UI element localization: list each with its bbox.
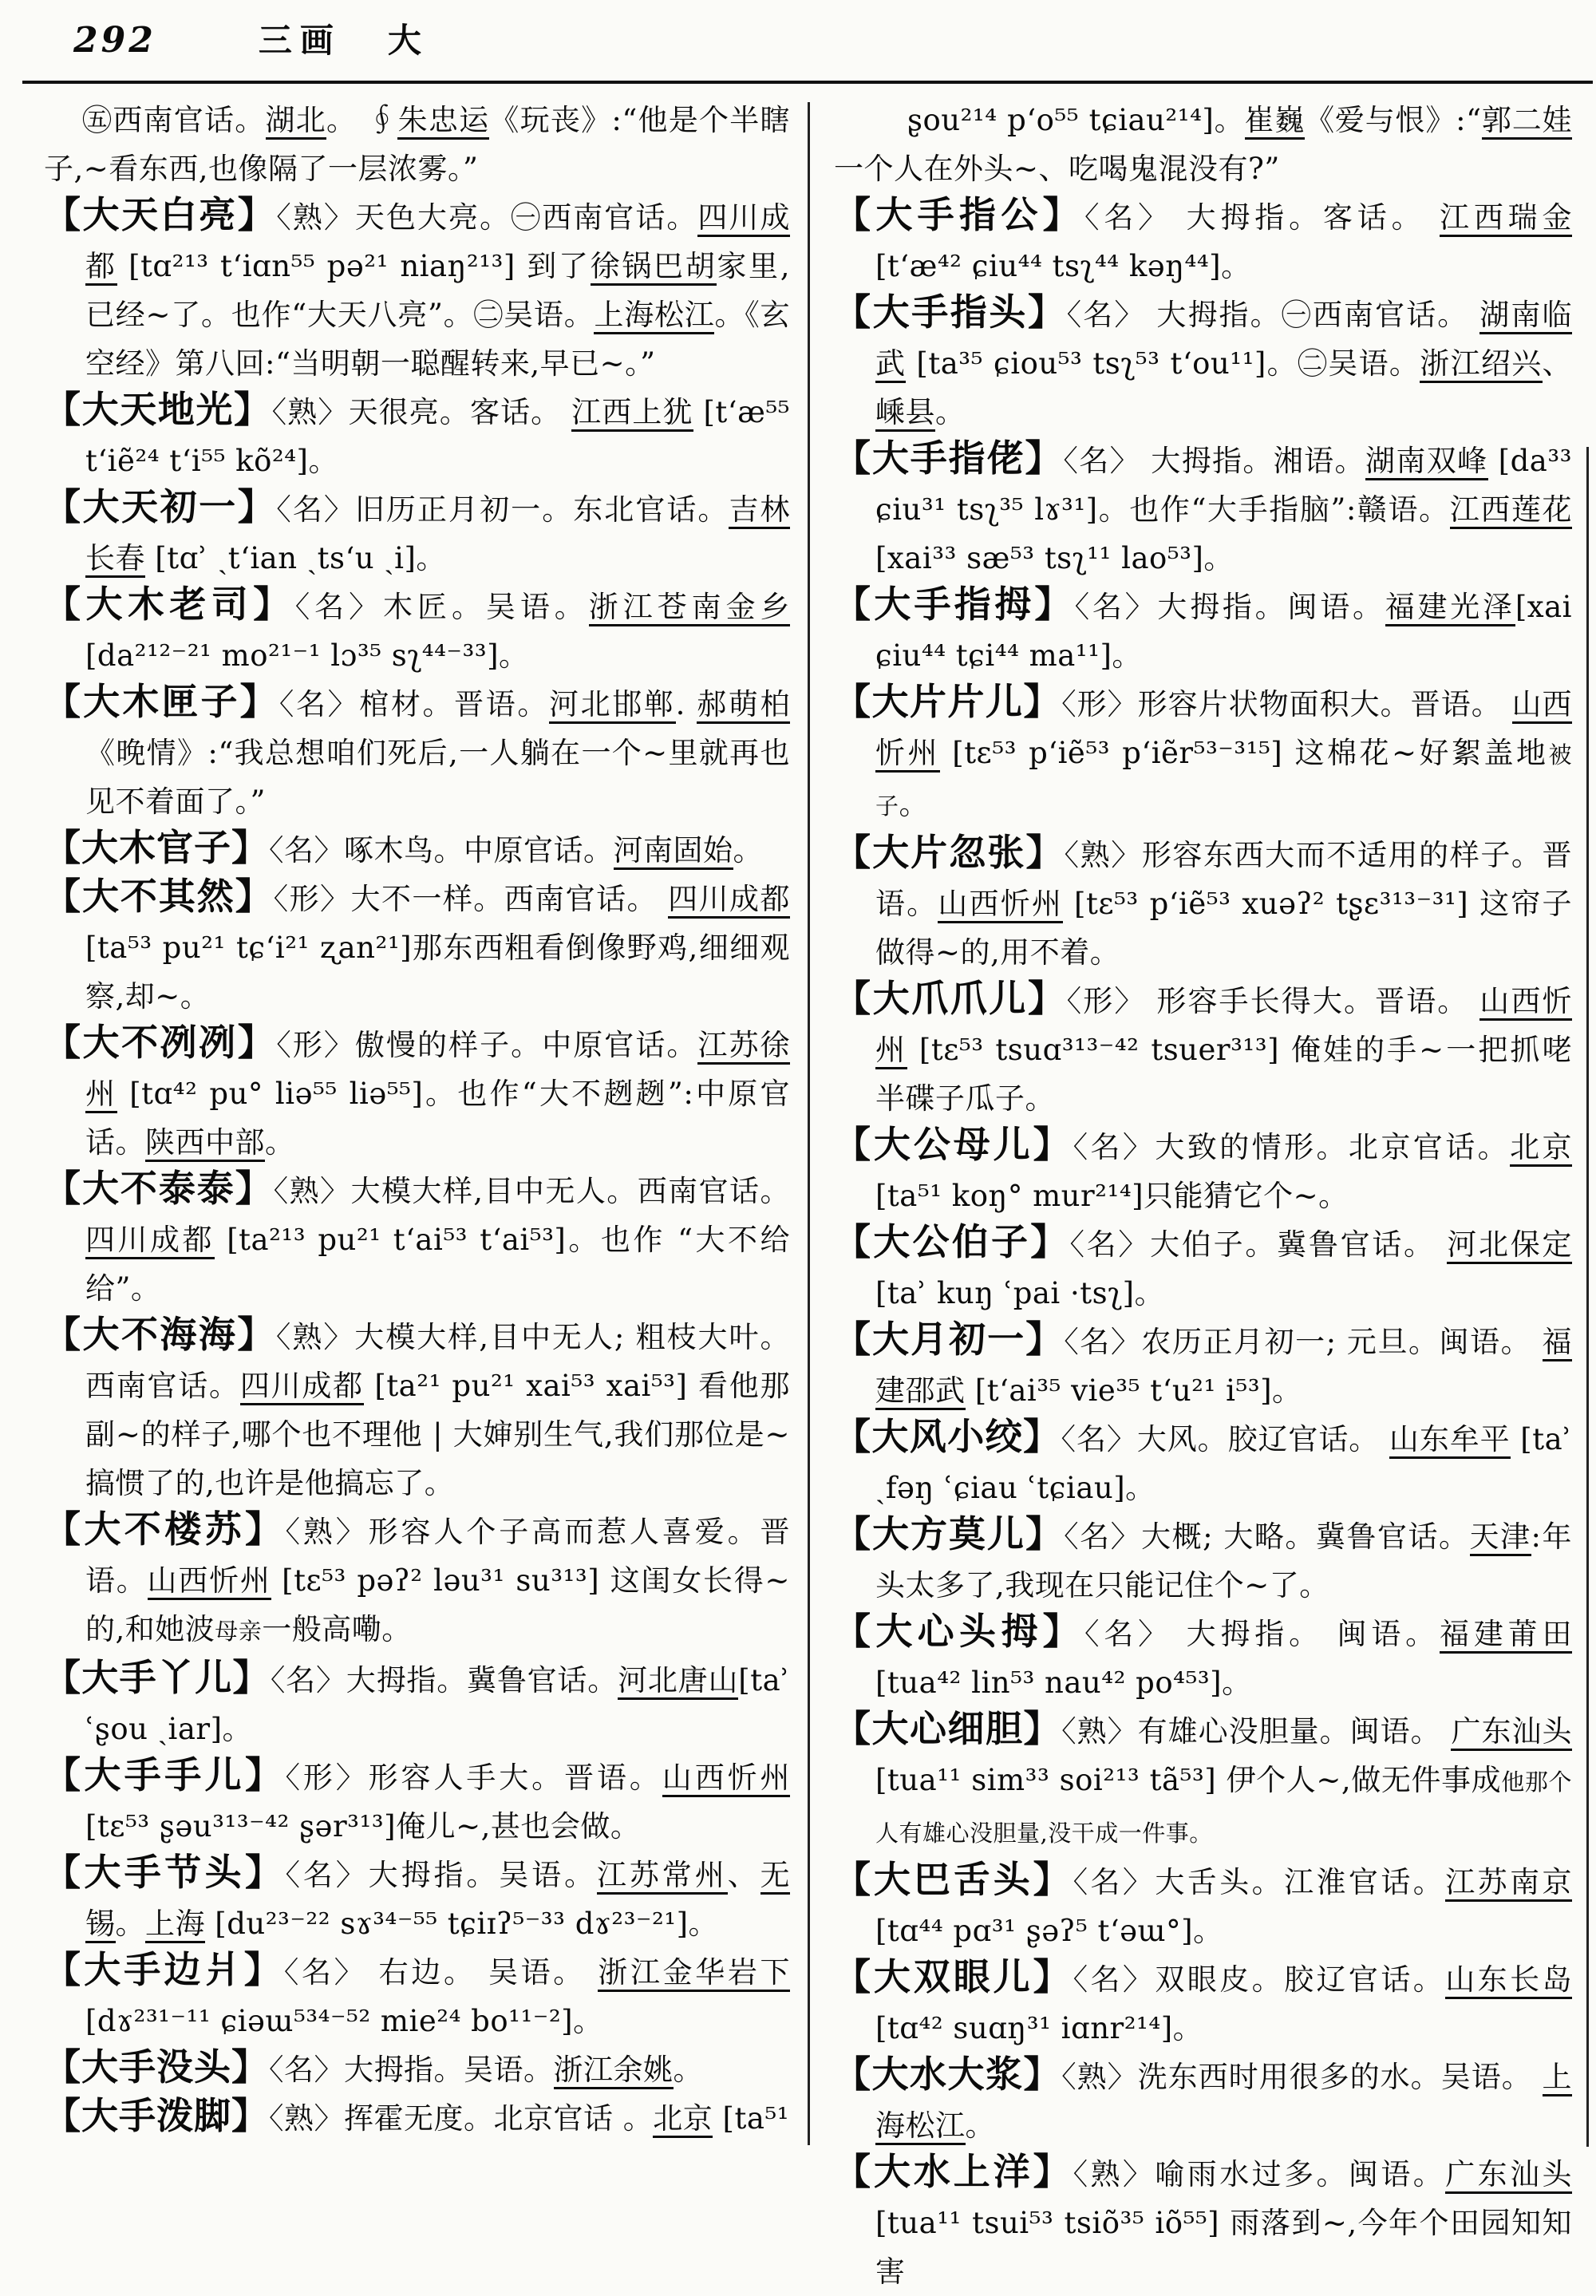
entry-text: ㊄西南官话。 — [82, 103, 266, 137]
place-or-person-name: 河北唐山 — [618, 1663, 738, 1700]
dictionary-entry — [834, 1707, 1572, 1858]
place-or-person-name: 江苏常州 — [597, 1858, 728, 1895]
dictionary-entry — [44, 1656, 790, 1753]
entry-headword: 【大天地光】 — [44, 388, 272, 431]
dictionary-entry — [44, 2094, 790, 2143]
entry-text: [tɑ⁴² suɑŋ³¹ iɑnr²¹⁴]。 — [875, 2011, 1203, 2045]
place-or-person-name: 湖南双峰 — [1365, 444, 1488, 480]
entry-text: 家里,已经~了。也作“大天八亮”。㊁吴语。 — [85, 249, 791, 332]
entry-text: 、 — [727, 1858, 760, 1892]
header-rule — [22, 81, 1593, 84]
entry-text: [ta²¹³ pu²¹ tʻai⁵³ tʻai⁵³]。也作 “大不给给”。 — [85, 1223, 790, 1306]
entry-headword: 【大木老司】 — [44, 583, 295, 626]
entry-text: [tɑ⁴⁴ pɑ³¹ ʂəʔ⁵ tʻəɯ°]。 — [875, 1914, 1223, 1948]
column-divider — [808, 102, 810, 2145]
dictionary-entry — [834, 1318, 1572, 1415]
entry-headword: 【大巴舌头】 — [834, 1858, 1073, 1901]
dictionary-entry — [834, 1220, 1572, 1318]
place-or-person-name: 四川成都 — [85, 200, 790, 286]
entry-text: 〈名〉啄木鸟。中原官话。 — [269, 833, 614, 867]
place-or-person-name: 广东汕头 — [1451, 1714, 1572, 1751]
page-number: 292 — [73, 20, 156, 61]
entry-text: 〈名〉大风。胶辽官话。 — [1061, 1422, 1389, 1456]
entry-headword: 【大手泼脚】 — [44, 2094, 269, 2137]
entry-text: 〈熟〉形容东西大而不适用的样子。晋语。 — [875, 838, 1573, 921]
place-or-person-name: 朱忠运 — [397, 103, 490, 140]
dictionary-entry — [44, 826, 790, 875]
entry-text: [du²³⁻²² sɤ³⁴⁻⁵⁵ tɕiɪʔ⁵⁻³³ dɤ²³⁻²¹]。 — [205, 1907, 719, 1941]
entry-text: 〈形〉傲慢的样子。中原官话。 — [276, 1028, 698, 1062]
dictionary-entry — [834, 1955, 1572, 2053]
place-or-person-name: 山西忻州 — [662, 1761, 790, 1797]
place-or-person-name: 郝萌柏 — [697, 687, 790, 724]
place-or-person-name: 河北保定 — [1447, 1227, 1572, 1264]
place-or-person-name: 山西忻州 — [875, 984, 1572, 1069]
page-header — [73, 14, 421, 62]
place-or-person-name: 郭二娃 — [1482, 103, 1572, 140]
entry-text: 《玩丧》:“他是个半瞎子,~看东西,也像隔了一层浓雾。” — [44, 103, 791, 186]
dictionary-entry — [834, 977, 1572, 1123]
place-or-person-name: 四川成都 — [85, 1223, 215, 1259]
entry-text: 。 — [965, 2108, 995, 2143]
entry-headword: 【大方莫儿】 — [834, 1512, 1065, 1555]
entry-text: 〈名〉 大拇指。客话。 — [1084, 200, 1440, 235]
entry-text: 。 — [673, 2053, 703, 2087]
place-or-person-name: 山西忻州 — [148, 1563, 271, 1600]
dictionary-entry — [834, 193, 1572, 290]
place-or-person-name: 湖北 — [266, 103, 327, 140]
place-or-person-name: 广东汕头 — [1445, 2157, 1572, 2194]
section-title: 三画 — [258, 21, 342, 60]
place-or-person-name: 崔巍 — [1245, 103, 1306, 140]
place-or-person-name: 嵊县 — [875, 395, 935, 432]
entry-text: 。 — [265, 1125, 295, 1160]
place-or-person-name: 江西莲花 — [1450, 492, 1572, 529]
entry-headword: 【大不其然】 — [44, 875, 274, 918]
entry-headword: 【大风小绞】 — [834, 1415, 1061, 1458]
entry-text: [tɛ⁵³ ʂəu³¹³⁻⁴² ʂər³¹³]俺儿~,甚也会做。 — [85, 1809, 641, 1844]
place-or-person-name: 徐锅巴胡 — [591, 249, 717, 286]
entry-text: 。 — [899, 787, 930, 821]
entry-text: [tɑʾ ˎtʻian ˎtsʻu ˎi]。 — [145, 541, 446, 575]
entry-text: [tɛ⁵³ pʻiẽ⁵³ xuəʔ² tʂɛ³¹³⁻³¹] 这帘子做得~的,用不着。 — [875, 887, 1573, 970]
entry-text: 〈名〉大伯子。冀鲁官话。 — [1069, 1227, 1448, 1262]
place-or-person-name: 福建莆田 — [1440, 1617, 1572, 1654]
dictionary-entry — [834, 2053, 1572, 2150]
dictionary-entry — [44, 1313, 790, 1508]
entry-headword: 【大爪爪儿】 — [834, 977, 1067, 1020]
entry-text: [tɛ⁵³ pʻiẽ⁵³ pʻiẽr⁵³⁻³¹⁵] 这棉花~好絮盖地 — [940, 736, 1549, 770]
entry-text: [tɛ⁵³ tsuɑ³¹³⁻⁴² tsuer³¹³] 俺娃的手~一把抓咾半碟子瓜子。 — [875, 1033, 1573, 1116]
entry-text: 〈熟〉形容人个子高而惹人喜爱。晋语。 — [85, 1515, 791, 1598]
gloss-small-text: 母亲 — [215, 1618, 263, 1645]
entry-text: 〈名〉大概; 大略。冀鲁官话。 — [1064, 1519, 1470, 1554]
dictionary-entry — [44, 1753, 790, 1851]
entry-text: 〈熟〉大模大样,目中无人; 粗枝大叶。西南官话。 — [85, 1320, 790, 1403]
dictionary-entry — [44, 583, 790, 680]
dictionary-entry — [44, 1851, 790, 1948]
place-or-person-name: 江西瑞金 — [1440, 200, 1572, 237]
entry-text: 〈形〉 形容手长得大。晋语。 — [1066, 984, 1480, 1018]
entry-text: 〈熟〉天色大亮。㊀西南官话。 — [276, 200, 698, 235]
entry-text: 〈名〉木匠。吴语。 — [294, 590, 589, 624]
dictionary-entry — [44, 485, 790, 583]
entry-text: 〈名〉大拇指。闽语。 — [1074, 590, 1385, 624]
entry-headword: 【大手指佬】 — [834, 437, 1064, 480]
entry-text: :年头太多了,我现在只能记住个~了。 — [875, 1519, 1573, 1602]
entry-text: [ta³⁵ ɕiou⁵³ tsʅ⁵³ tʻou¹¹]。㊁吴语。 — [906, 346, 1420, 381]
entry-text: 〈名〉大舌头。江淮官话。 — [1073, 1865, 1446, 1899]
entry-text: 〈形〉形容人手大。晋语。 — [285, 1761, 662, 1795]
entry-text: [tʻæ⁵⁵ tʻiẽ²⁴ tʻi⁵⁵ kõ²⁴]。 — [85, 395, 791, 478]
place-or-person-name: 天津 — [1470, 1519, 1531, 1556]
entry-text: [tʻai³⁵ vie³⁵ tʻu²¹ i⁵³]。 — [965, 1373, 1302, 1408]
entry-text: [ta⁵¹ koŋ° mur²¹⁴]只能猜它个~。 — [875, 1179, 1349, 1213]
dictionary-entry — [44, 388, 790, 485]
entry-text: 《晚情》:“我总想咱们死后,一人躺在一个~里就再也见不着面了。” — [85, 736, 790, 819]
place-or-person-name: 江西上犹 — [571, 395, 693, 432]
entry-text: [taʾ ˎfəŋ ʿɕiau ʿtɕiau]。 — [875, 1422, 1573, 1505]
dictionary-entry — [44, 2045, 790, 2094]
entry-headword: 【大手指公】 — [834, 193, 1084, 236]
entry-text: ʂou²¹⁴ pʻo⁵⁵ tɕiau²¹⁴]。 — [907, 103, 1245, 137]
entry-headword: 【大木匣子】 — [44, 680, 279, 723]
entry-headword: 【大片片儿】 — [834, 680, 1062, 723]
entry-text: 。 — [733, 833, 763, 867]
place-or-person-name: 浙江绍兴 — [1420, 346, 1542, 383]
entry-continuation — [44, 96, 790, 193]
entry-text: [ta²¹ pu²¹ xai⁵³ xai⁵³] 看他那副~的样子,哪个也不理他 | 大婶别生气,我们那位是~搞惯了的,也许是他搞忘了。 — [85, 1369, 790, 1500]
entry-text: 〈名〉 大拇指。㊀西南官话。 — [1066, 298, 1480, 332]
place-or-person-name: 河北邯郸 — [549, 687, 676, 724]
entry-headword: 【大手指拇】 — [834, 583, 1075, 626]
entry-text: 一般高嘞。 — [262, 1612, 412, 1646]
entry-headword: 【大双眼儿】 — [834, 1955, 1073, 1998]
dictionary-entry — [44, 1167, 790, 1313]
right-column — [834, 96, 1572, 2296]
entry-text: 〈名〉大拇指。吴语。 — [285, 1858, 597, 1892]
entry-headword: 【大水大浆】 — [834, 2053, 1062, 2096]
entry-text: 〈名〉旧历正月初一。东北官话。 — [276, 492, 729, 527]
place-or-person-name: 江苏徐州 — [85, 1028, 790, 1113]
entry-text: 《爱与恨》:“ — [1305, 103, 1482, 137]
entry-headword: 【大天白亮】 — [44, 193, 277, 236]
entry-text: 〈形〉形容片状物面积大。晋语。 — [1061, 687, 1512, 721]
entry-text: [xai ɕiu⁴⁴ tɕi⁴⁴ ma¹¹]。 — [875, 590, 1573, 673]
place-or-person-name: 山西忻州 — [938, 887, 1063, 923]
entry-headword: 【大手手儿】 — [44, 1753, 286, 1796]
dictionary-entry — [834, 1415, 1572, 1512]
entry-text: . — [675, 687, 697, 721]
place-or-person-name: 上海 — [145, 1907, 205, 1943]
entry-text: 〈名〉棺材。晋语。 — [279, 687, 550, 721]
entry-text: 〈名〉大致的情形。北京官话。 — [1073, 1130, 1511, 1164]
entry-text: 〈熟〉挥霍无度。北京官话 。 — [269, 2101, 654, 2136]
dictionary-entry — [834, 680, 1572, 831]
place-or-person-name: 浙江苍南金乡 — [589, 590, 790, 626]
entry-text: [tɑ⁴² pu° liə⁵⁵ liə⁵⁵]。也作“大不趔趔”:中原官话。 — [85, 1077, 791, 1160]
dictionary-entry — [834, 831, 1572, 977]
entry-headword: 【大手没头】 — [44, 2045, 269, 2089]
entry-text: 〈熟〉洗东西时用很多的水。吴语。 — [1061, 2060, 1543, 2094]
entry-headword: 【大月初一】 — [834, 1318, 1065, 1361]
entry-text: 〈熟〉喻雨水过多。闽语。 — [1073, 2157, 1446, 2191]
place-or-person-name: 上海松江 — [594, 298, 714, 334]
dictionary-entry — [834, 1610, 1572, 1707]
dictionary-entry — [834, 583, 1572, 680]
entry-text: 〈名〉大拇指。冀鲁官话。 — [270, 1663, 618, 1697]
place-or-person-name: 山西忻州 — [875, 687, 1572, 773]
entry-text: [tua¹¹ sim³³ soi²¹³ tã⁵³] 伊个人~,做无件事成 — [875, 1763, 1502, 1797]
dictionary-entry — [834, 1512, 1572, 1610]
entry-headword: 【大手边爿】 — [44, 1948, 284, 1991]
dictionary-entry — [44, 1948, 790, 2045]
place-or-person-name: 山东牟平 — [1389, 1422, 1511, 1459]
right-edge-rule — [1586, 447, 1589, 2147]
entry-headword: 【大手节头】 — [44, 1851, 286, 1894]
place-or-person-name: 上海松江 — [875, 2060, 1572, 2145]
entry-text: 一个人在外头~、吃喝鬼混没有?” — [834, 152, 1280, 186]
entry-headword: 【大水上洋】 — [834, 2150, 1073, 2193]
entry-text: [taʾ ʿʂou ˎiar]。 — [85, 1663, 791, 1746]
entry-text: 〈名〉双眼皮。胶辽官话。 — [1073, 1962, 1446, 1997]
place-or-person-name: 无锡 — [85, 1858, 790, 1943]
entry-headword: 【大不海海】 — [44, 1313, 276, 1356]
entry-text: [tua¹¹ tsui⁵³ tsiõ³⁵ iõ⁵⁵] 雨落到~,今年个田园知知害 — [875, 2206, 1572, 2289]
entry-text: 〈名〉农历正月初一; 元旦。闽语。 — [1064, 1325, 1543, 1359]
place-or-person-name: 河南固始 — [614, 833, 733, 870]
entry-text: 〈名〉 右边。 吴语。 — [283, 1955, 598, 1990]
entry-text: [tʻæ⁴² ɕiu⁴⁴ tsʅ⁴⁴ kəŋ⁴⁴]。 — [875, 249, 1251, 283]
entry-text: [tɛ⁵³ pəʔ² ləu³¹ su³¹³] 这闺女长得~的,和她波 — [85, 1563, 791, 1646]
place-or-person-name: 福建光泽 — [1385, 590, 1515, 626]
place-or-person-name: 北京 — [1510, 1130, 1572, 1167]
entry-headword: 【大木官子】 — [44, 826, 269, 869]
place-or-person-name: 四川成都 — [240, 1369, 364, 1405]
entry-headword: 【大手指头】 — [834, 290, 1067, 334]
entry-text: 〈熟〉天很亮。客话。 — [271, 395, 572, 429]
entry-headword: 【大不楼苏】 — [44, 1508, 286, 1551]
entry-text: 〈熟〉有雄心没胆量。闽语。 — [1061, 1714, 1452, 1749]
entry-text: 〈名〉大拇指。吴语。 — [269, 2053, 554, 2087]
entry-text: 。 — [935, 395, 966, 429]
entry-text: 〈名〉 大拇指。 闽语。 — [1084, 1617, 1440, 1651]
dictionary-entry — [834, 290, 1572, 437]
gloss-small-text: 被子 — [875, 741, 1572, 820]
place-or-person-name: 福建邵武 — [875, 1325, 1572, 1410]
gloss-small-text: 他那个人有雄心没胆量,没干成一件事。 — [875, 1768, 1572, 1847]
entry-headword: 【大片忽张】 — [834, 831, 1065, 874]
entry-headword: 【大手丫儿】 — [44, 1656, 271, 1699]
entry-text: 。 ∮ — [326, 103, 397, 137]
dictionary-entry — [834, 437, 1572, 583]
entry-text: 〈形〉大不一样。西南官话。 — [273, 882, 669, 916]
entry-text: 。《玄空经》第八回:“当明朝一聪醒转来,早已~。” — [85, 298, 790, 381]
left-column — [44, 96, 790, 2143]
place-or-person-name: 陕西中部 — [145, 1125, 265, 1162]
entry-text: 、 — [1542, 346, 1573, 381]
place-or-person-name: 山东长岛 — [1445, 1962, 1572, 1999]
dictionary-entry — [44, 875, 790, 1021]
entry-headword: 【大不冽冽】 — [44, 1021, 277, 1064]
place-or-person-name: 浙江余姚 — [554, 2053, 674, 2089]
dictionary-entry — [44, 1508, 790, 1656]
place-or-person-name: 江苏南京 — [1445, 1865, 1572, 1902]
entry-headword: 【大心头拇】 — [834, 1610, 1084, 1653]
entry-text: 〈名〉 大拇指。湘语。 — [1063, 444, 1365, 478]
entry-headword: 【大公伯子】 — [834, 1220, 1070, 1263]
place-or-person-name: 北京 — [653, 2101, 713, 2138]
place-or-person-name: 湖南临武 — [875, 298, 1572, 383]
entry-text: [tɑ²¹³ tʻiɑn⁵⁵ pə²¹ niaŋ²¹³] 到了 — [117, 249, 591, 283]
entry-headword: 【大心细胆】 — [834, 1707, 1062, 1750]
entry-headword: 【大天初一】 — [44, 485, 277, 528]
entry-headword: 【大不泰泰】 — [44, 1167, 274, 1210]
entry-text: [dɤ²³¹⁻¹¹ ɕiəɯ⁵³⁴⁻⁵² mie²⁴ bo¹¹⁻²]。 — [85, 2004, 603, 2038]
entry-text: [da³³ ɕiu³¹ tsʅ³⁵ lɤ³¹]。也作“大手指脑”:赣语。 — [875, 444, 1573, 527]
place-or-person-name: 吉林长春 — [85, 492, 790, 578]
entry-text: [tua⁴² lin⁵³ nau⁴² po⁴⁵³]。 — [875, 1666, 1252, 1700]
entry-text: [xai³³ sæ⁵³ tsʅ¹¹ lao⁵³]。 — [875, 541, 1234, 575]
dictionary-entry — [834, 1123, 1572, 1220]
dictionary-entry — [44, 680, 790, 826]
entry-continuation — [834, 96, 1572, 193]
entry-headword: 【大公母儿】 — [834, 1123, 1073, 1166]
place-or-person-name: 四川成都 — [668, 882, 790, 919]
entry-text: [ta⁵³ pu²¹ tɕʻi²¹ ʐan²¹]那东西粗看倒像野鸡,细细观察,却~。 — [85, 931, 790, 1014]
entry-text: 。 — [115, 1907, 145, 1941]
entry-text: 〈熟〉大模大样,目中无人。西南官话。 — [273, 1174, 790, 1208]
entry-text: [taʾ kuŋ ʿpai ·tsʅ]。 — [875, 1276, 1165, 1310]
dictionary-entry — [834, 1858, 1572, 1955]
place-or-person-name: 浙江金华岩下 — [598, 1955, 790, 1992]
dictionary-entry — [44, 193, 790, 388]
dictionary-entry — [834, 2150, 1572, 2296]
radical-char: 大 — [387, 21, 421, 60]
dictionary-entry — [44, 1021, 790, 1167]
entry-text: [ta⁵¹ — [713, 2101, 790, 2136]
entry-text: [da²¹²⁻²¹ mo²¹⁻¹ lɔ³⁵ sʅ⁴⁴⁻³³]。 — [85, 638, 529, 673]
